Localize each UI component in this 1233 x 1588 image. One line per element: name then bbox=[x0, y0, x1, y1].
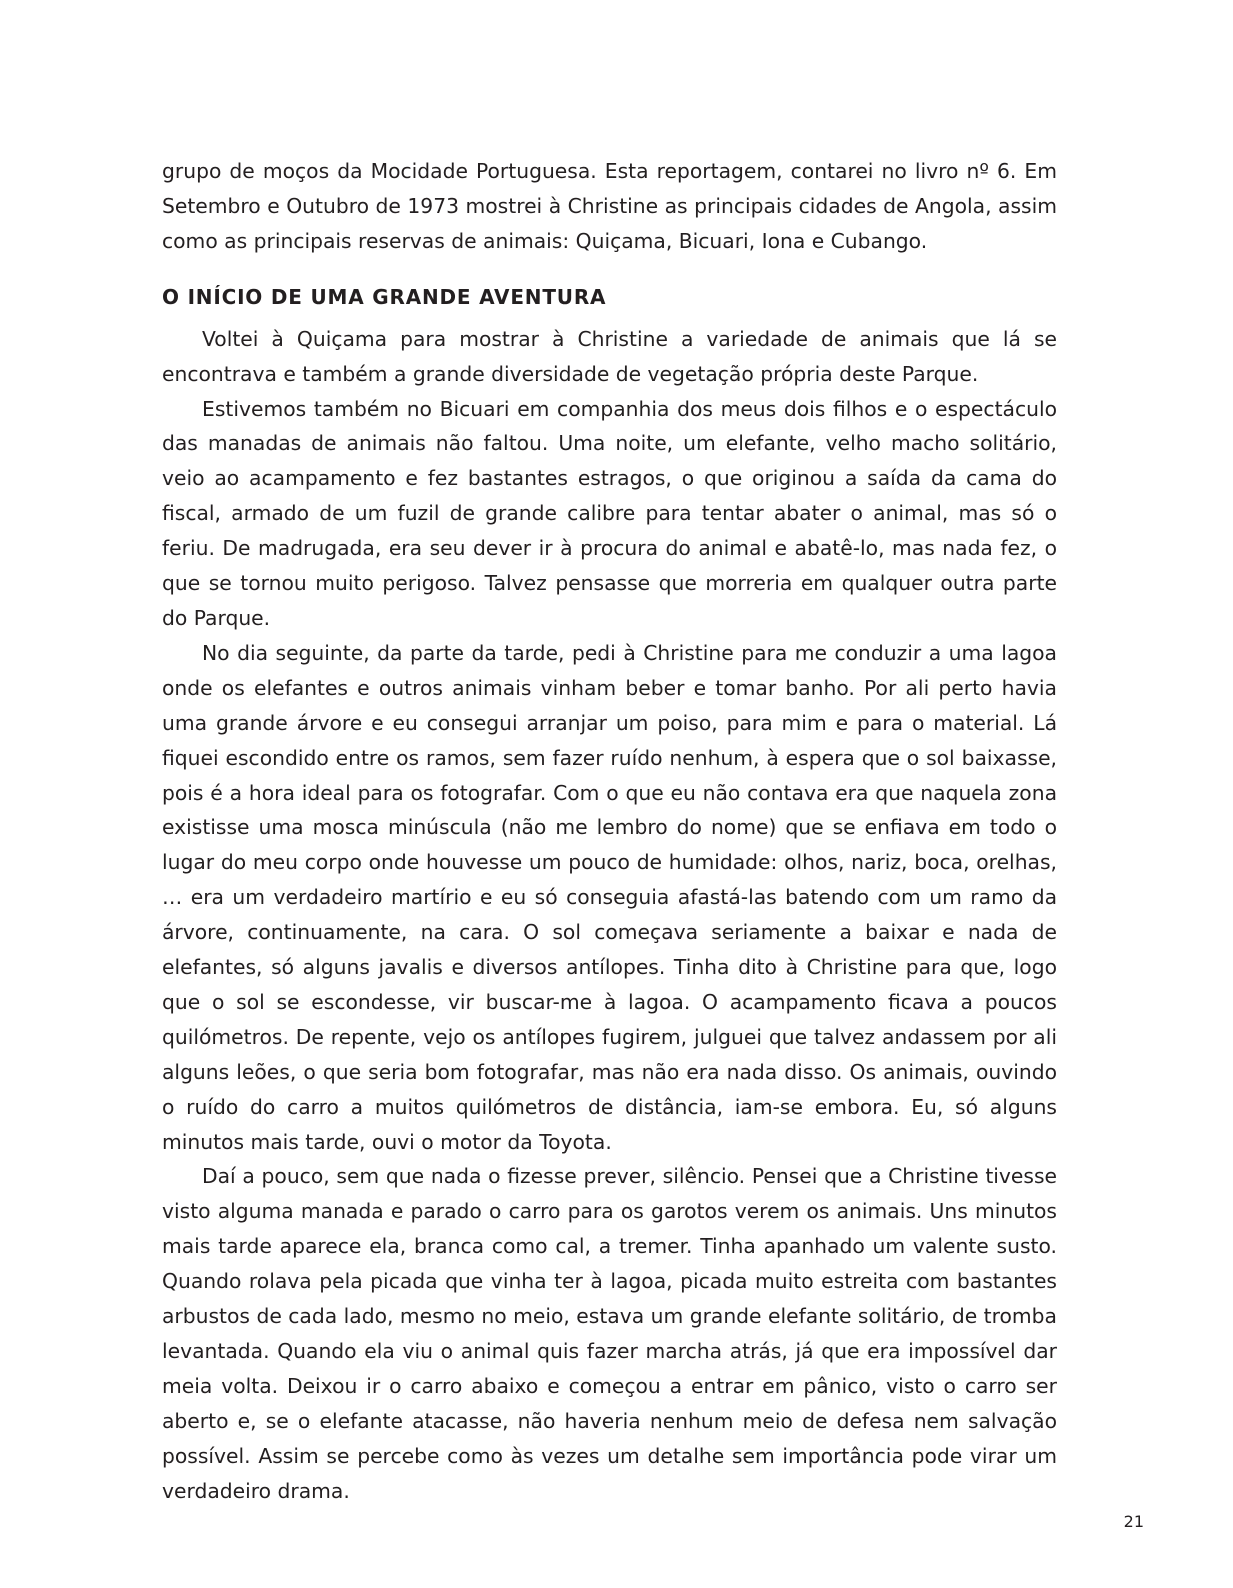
opening-paragraph: grupo de moços da Mocidade Portuguesa. Esta reportagem, contarei no livro nº 6. Em Setembro e Outubro de 1973 mostrei à Christine as principais cidades de Angola, assim como as principais reservas de animais: Quiçama, Bicuari, Iona e Cubango. bbox=[162, 159, 1057, 253]
paragraph-2: Estivemos também no Bicuari em companhia dos meus dois filhos e o espectáculo das manadas de animais não faltou. Uma noite, um elefante, velho macho solitário, veio ao acampamento e fez bastantes estragos, o que originou a saída da cama do fiscal, armado de um fuzil de grande calibre para tentar abater o animal, mas só o feriu. De madrugada, era seu dever ir à procura do animal e abatê-lo, mas nada fez, o que se tornou muito perigoso. Talvez pensasse que morreria em qualquer outra parte do Parque. bbox=[162, 396, 1057, 630]
page-body bbox=[162, 154, 1057, 1509]
section-heading: O INÍCIO DE UMA GRANDE AVENTURA bbox=[162, 284, 607, 309]
paragraph-1: Voltei à Quiçama para mostrar à Christine a variedade de animais que lá se encontrava e também a grande diversidade de vegetação própria deste Parque. bbox=[162, 326, 1057, 386]
paragraph-3: No dia seguinte, da parte da tarde, pedi à Christine para me conduzir a uma lagoa onde os elefantes e outros animais vinham beber e tomar banho. Por ali perto havia uma grande árvore e eu consegui arranjar um poiso, para mim e para o material. Lá fiquei escondido entre os ramos, sem fazer ruído nenhum, à espera que o sol baixasse, pois é a hora ideal para os fotografar. Com o que eu não contava era que naquela zona existisse uma mosca minúscula (não me lembro do nome) que se enfiava em todo o lugar do meu corpo onde houvesse um pouco de humidade: olhos, nariz, boca, orelhas, … era um verdadeiro martírio e eu só conseguia afastá-las batendo com um ramo da árvore, continuamente, na cara. O sol começava seriamente a baixar e nada de elefantes, só alguns javalis e diversos antílopes. Tinha dito à Christine para que, logo que o sol se escondesse, vir buscar-me à lagoa. O acampamento ficava a poucos quilómetros. De repente, vejo os antílopes fugirem, julguei que talvez andassem por ali alguns leões, o que seria bom fotografar, mas não era nada disso. Os animais, ouvindo o ruído do carro a muitos quilómetros de distância, iam-se embora. Eu, só alguns minutos mais tarde, ouvi o motor da Toyota. bbox=[162, 640, 1057, 1154]
paragraph-4: Daí a pouco, sem que nada o fizesse prever, silêncio. Pensei que a Christine tivesse visto alguma manada e parado o carro para os garotos verem os animais. Uns minutos mais tarde aparece ela, branca como cal, a tremer. Tinha apanhado um valente susto. Quando rolava pela picada que vinha ter à lagoa, picada muito estreita com bastantes arbustos de cada lado, mesmo no meio, estava um grande elefante solitário, de tromba levantada. Quando ela viu o animal quis fazer marcha atrás, já que era impossível dar meia volta. Deixou ir o carro abaixo e começou a entrar em pânico, visto o carro ser aberto e, se o elefante atacasse, não haveria nenhum meio de defesa nem salvação possível. Assim se percebe como às vezes um detalhe sem importância pode virar um verdadeiro drama. bbox=[162, 1164, 1057, 1503]
page-number: 21 bbox=[1123, 1512, 1144, 1531]
